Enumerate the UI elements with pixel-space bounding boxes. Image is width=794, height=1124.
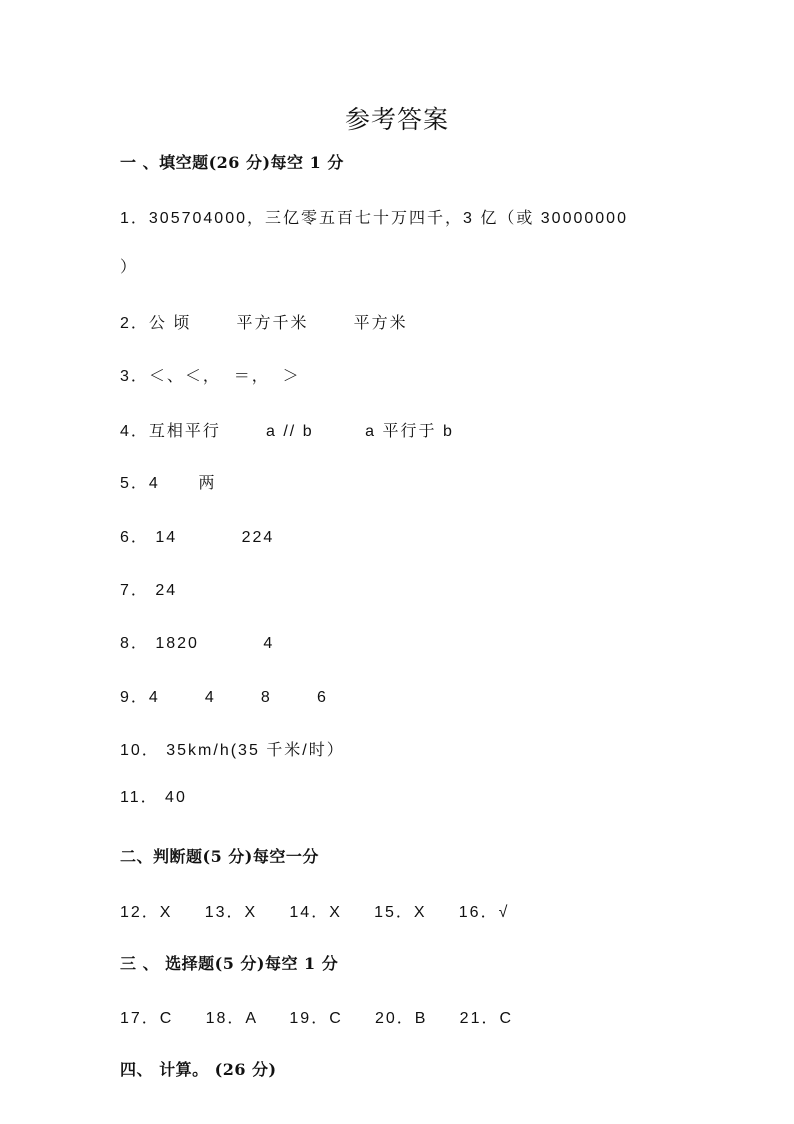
answers-17-21: 17．C 18．A 19．C 20．B 21．C <box>120 1010 514 1027</box>
answer-1: 1．305704000，三亿零五百七十万四千，3 亿（或 30000000 <box>120 210 628 227</box>
answer-10: 10． 35km/h(35 千米/时） <box>120 742 345 759</box>
answer-5: 5．4 两 <box>120 475 217 492</box>
answer-1-continued: ） <box>120 259 139 276</box>
answer-8: 8． 1820 4 <box>120 635 275 652</box>
answer-6: 6． 14 224 <box>120 529 275 546</box>
section-heading-fill-blank: 一 、填空题(26 分)每空 1 分 <box>120 153 344 172</box>
answer-11: 11． 40 <box>120 789 187 806</box>
section-heading-calculation: 四、 计算。 (26 分) <box>120 1060 277 1079</box>
section-heading-true-false: 二、判断题(5 分)每空一分 <box>120 847 319 866</box>
section-heading-multiple-choice: 三 、 选择题(5 分)每空 1 分 <box>120 954 339 973</box>
answers-12-16: 12．X 13．X 14．X 15．X 16．√ <box>120 904 510 921</box>
answer-2: 2．公 顷 平方千米 平方米 <box>120 315 408 332</box>
page-title: 参考答案 <box>344 105 449 134</box>
answer-4: 4．互相平行 a // b a 平行于 b <box>120 423 454 440</box>
answer-7: 7． 24 <box>120 582 178 599</box>
answer-9: 9．4 4 8 6 <box>120 689 328 706</box>
answer-3: 3．＜、＜， ＝， ＞ <box>120 368 301 385</box>
